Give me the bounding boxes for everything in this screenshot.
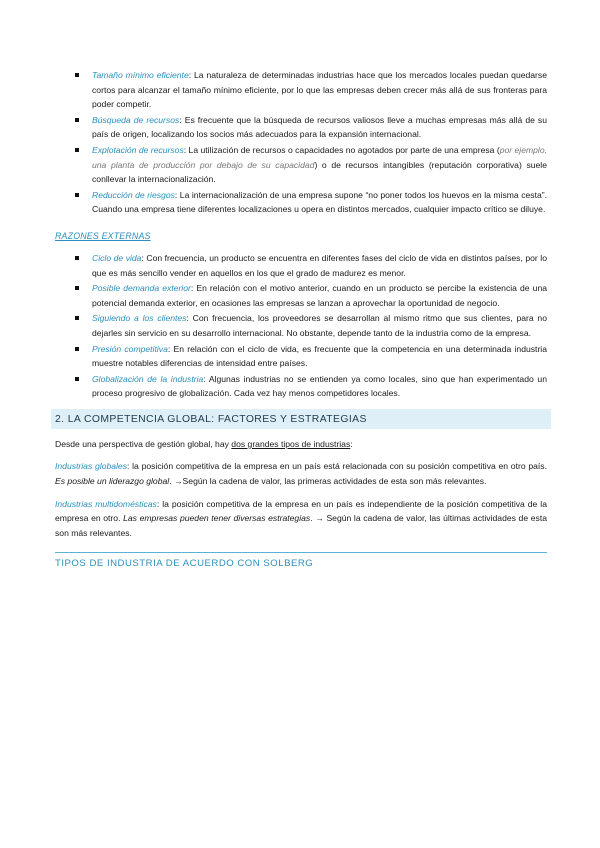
solberg-heading: TIPOS DE INDUSTRIA DE ACUERDO CON SOLBERG — [55, 552, 547, 569]
list-item — [55, 188, 547, 217]
item-text: ) o de recursos intangibles (reputación corporativa) suele conllevar la internacionalización. — [92, 159, 547, 185]
globales-text: : la posición competitiva de la empresa en un país está relacionada con su posición competitiva en otro país. — [127, 461, 547, 472]
multidomesticas-italic: Las empresas pueden tener diversas estrategias — [123, 513, 311, 524]
document-page — [55, 68, 547, 569]
list-item — [55, 311, 547, 340]
internal-reasons-list — [55, 68, 547, 217]
item-text: : Con frecuencia, un producto se encuentra en diferentes fases del ciclo de vida en distintos países, por lo que es más sencillo vender en aquellos en los que el grado de madurez es menor. — [92, 252, 547, 278]
item-aside: por ejemplo, una planta de producción por debajo de su capacidad — [92, 144, 548, 170]
item-text: : Es frecuente que la búsqueda de recursos valiosos lleve a muchas empresas más allá de su país de origen, localizando los socios más adecuados para la expansión internacional. — [92, 114, 547, 140]
item-term: Presión competitiva — [92, 343, 168, 354]
list-item — [55, 372, 547, 401]
item-term: Siguiendo a los clientes — [92, 313, 187, 324]
list-item — [55, 281, 547, 310]
globales-italic: Es posible un liderazgo global — [55, 476, 170, 487]
bullet-icon — [75, 256, 79, 260]
list-item — [55, 251, 547, 280]
item-term: Búsqueda de recursos — [92, 114, 180, 125]
item-text: : Con frecuencia, los proveedores se desarrollan al mismo ritmo que sus clientes, para no dejarles sin servicio en su desarrollo internacional. No obstante, depende tanto de la industria como de la empresa. — [92, 313, 547, 338]
external-reasons-heading: RAZONES EXTERNAS — [55, 230, 151, 241]
bullet-icon — [75, 193, 79, 197]
globales-term: Industrias globales — [55, 461, 128, 472]
list-item — [55, 68, 547, 112]
multidomesticas-paragraph — [55, 497, 547, 541]
item-text: : La utilización de recursos o capacidades no agotados por parte de una empresa ( — [183, 144, 500, 155]
item-text: : La internacionalización de una empresa supone “no poner todos los huevos en la misma cesta”. Cuando una empresa tiene diferentes localizaciones u opera en distintos mercados, cualquier impacto crítico se diluye. — [92, 189, 547, 215]
item-term: Tamaño mínimo eficiente — [92, 70, 189, 80]
section-2-title: 2. LA COMPETENCIA GLOBAL: FACTORES Y ESTRATEGIAS — [51, 409, 551, 429]
item-term: Reducción de riesgos — [92, 189, 175, 200]
bullet-icon — [75, 118, 79, 122]
bullet-icon — [75, 347, 79, 351]
item-term: Explotación de recursos — [92, 144, 184, 155]
intro-paragraph — [55, 437, 547, 452]
multidomesticas-text: : la posición competitiva de la empresa en un país es independiente de la posición competitiva de la empresa en otro. — [55, 498, 547, 524]
list-item — [55, 143, 547, 187]
item-term: Posible demanda exterior — [92, 283, 191, 294]
external-reasons-list — [55, 251, 547, 401]
item-text: : En relación con el ciclo de vida, es frecuente que la competencia en una determinada industria muestre notables diferencias de intensidad entre países. — [92, 343, 547, 369]
bullet-icon — [75, 377, 79, 381]
globales-paragraph — [55, 459, 547, 488]
item-term: Ciclo de vida — [92, 252, 142, 263]
list-item — [55, 342, 547, 371]
bullet-icon — [75, 73, 79, 77]
bullet-icon — [75, 286, 79, 290]
intro-text: Desde una perspectiva de gestión global, hay — [55, 438, 232, 449]
intro-tail: : — [350, 438, 353, 449]
intro-underlined: dos grandes tipos de industrias — [231, 438, 351, 449]
item-term: Globalización de la industria — [92, 373, 204, 384]
bullet-icon — [75, 316, 79, 320]
multidomesticas-term: Industrias multidomésticas — [55, 498, 157, 509]
globales-tail: . →Según la cadena de valor, las primeras actividades de esta son más relevantes. — [169, 476, 487, 487]
list-item — [55, 113, 547, 142]
item-text: : Algunas industrias no se entienden ya como locales, sino que han experimentado un proceso progresivo de globalización. Cada vez hay menos competidores locales. — [92, 373, 547, 399]
bullet-icon — [75, 148, 79, 152]
multidomesticas-tail: . → Según la cadena de valor, las últimas actividades de esta son más relevantes. — [55, 513, 547, 538]
item-text: : En relación con el motivo anterior, cuando en un producto se percibe la existencia de una potencial demanda exterior, en ocasiones las empresas se lanzan a aprovechar la oportunidad de negocio. — [92, 283, 548, 308]
item-text: : La naturaleza de determinadas industrias hace que los mercados locales puedan quedarse cortos para alcanzar el tamaño mínimo eficiente, por lo que las empresas deben crecer más allá de sus fronteras para poder competir. — [92, 70, 548, 110]
